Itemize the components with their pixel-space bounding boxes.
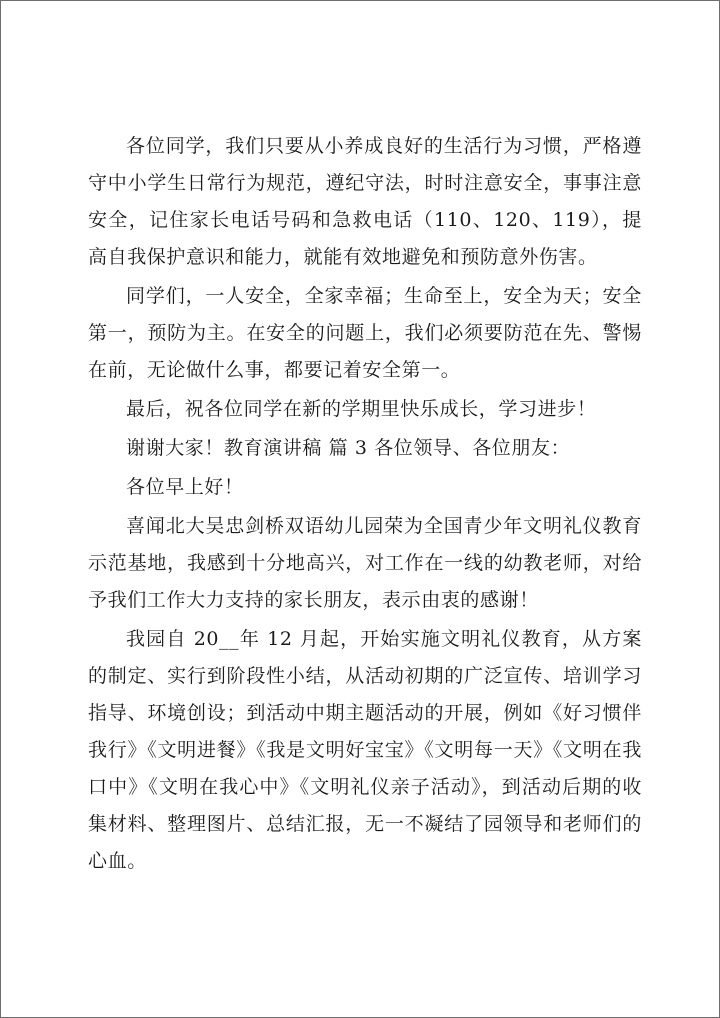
paragraph-safety-first: 同学们，一人安全，全家幸福；生命至上，安全为天；安全第一，预防为主。在安全的问题上，我们必须要防范在先、警惕在前，无论做什么事，都要记着安全第一。 xyxy=(88,285,642,381)
paragraph-closing-wishes: 最后，祝各位同学在新的学期里快乐成长，学习进步！ xyxy=(126,398,597,420)
document-body xyxy=(88,128,642,880)
paragraph-greeting: 各位早上好！ xyxy=(126,476,244,498)
paragraph-safety-habits: 各位同学，我们只要从小养成良好的生活行为习惯，严格遵守中小学生日常行为规范，遵纪守法，时时注意安全，事事注意安全，记住家长电话号码和急救电话（110、120、119），提高自我保护意识和能力，就能有效地避免和预防意外伤害。 xyxy=(88,135,642,268)
paragraph-kindergarten-award: 喜闻北大吴忠剑桥双语幼儿园荣为全国青少年文明礼仪教育示范基地，我感到十分地高兴，对工作在一线的幼教老师，对给予我们工作大力支持的家长朋友，表示由衷的感谢！ xyxy=(88,515,642,611)
paragraph-etiquette-education: 我园自 20__年 12 月起，开始实施文明礼仪教育，从方案的制定、实行到阶段性小结，从活动初期的广泛宣传、培训学习指导、环境创设；到活动中期主题活动的开展，例如《好习惯伴我行》《文明进餐》《我是文明好宝宝》《文明每一天》《文明在我口中》《文明在我心中》《文明礼仪亲子活动》，到活动后期的收集材料、整理图片、总结汇报，无一不凝结了园领导和老师们的心血。 xyxy=(88,628,642,872)
paragraph-thanks-speech-3: 谢谢大家！教育演讲稿 篇 3 各位领导、各位朋友： xyxy=(126,437,571,459)
